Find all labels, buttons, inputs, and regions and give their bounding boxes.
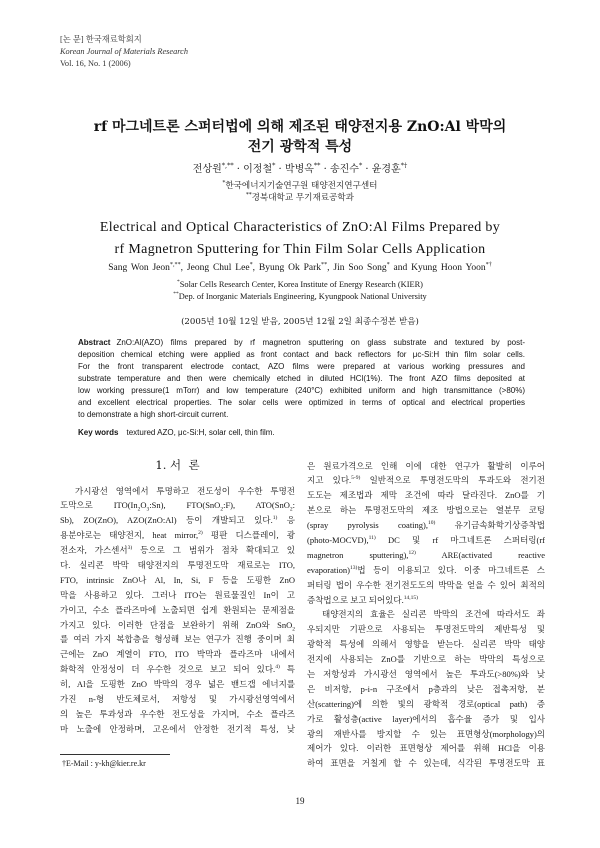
text-run: 막을 사용하고 있다. 그러나 ITO는 원료물질인 In이 고 xyxy=(60,589,295,600)
abstract xyxy=(78,337,525,421)
author-affiliation-mark: * xyxy=(386,261,390,268)
paper-title-kr-line: 전기 광학적 특성 xyxy=(247,139,353,155)
author-name: Jin Soo Song xyxy=(333,263,387,273)
affiliation-mark: ** xyxy=(246,192,252,199)
body-line xyxy=(60,632,295,647)
abstract-line xyxy=(78,397,525,409)
text-run: (photo-MOCVD), xyxy=(307,534,369,545)
affiliation-text: 경북대학교 무기재료공학과 xyxy=(251,193,354,203)
author-name: 윤경훈 xyxy=(371,164,401,175)
text-run: deposition chemical etching were applied as front contact and back reflectors for μc-Si:H thin film solar cells. xyxy=(78,350,525,359)
author-name: 박병옥 xyxy=(284,164,314,175)
text-run: 퍼터링 법이 우수한 전기전도도의 박막을 얻을 수 있어 최적의 xyxy=(307,579,545,590)
keywords-label: Key words xyxy=(78,428,119,437)
text-run: 도도는 제조법과 제막 조건에 따라 달라진다. ZnO를 기 xyxy=(307,490,545,501)
text-run: 등으로 그 범위가 점차 확대되고 있 xyxy=(132,545,295,556)
abstract-line xyxy=(78,361,525,373)
author-affiliation-mark: ** xyxy=(313,161,321,170)
author-affiliation-mark: * xyxy=(249,261,253,268)
text-run: to demonstrate a high short-circuit current. xyxy=(78,410,229,419)
author-separator: and xyxy=(389,263,412,273)
superscript: 1) xyxy=(272,515,278,522)
affiliation-mark: * xyxy=(222,180,226,187)
body-line xyxy=(307,682,545,697)
affiliations-kr xyxy=(0,180,600,204)
body-line xyxy=(307,503,545,518)
journal-name-en: Korean Journal of Materials Research xyxy=(60,47,188,56)
text-run: For the front transparent electrode contact, AZO films were prepared at various working pressures and xyxy=(78,362,525,371)
text-run: 를 여러 가지 복합층을 형성해 보는 연구가 진행 중이며 최 xyxy=(60,634,295,645)
text-run: 우되지만 기판으로 사용되는 투명전도막의 제반특성 및 xyxy=(307,624,545,635)
author-separator: · xyxy=(275,164,285,175)
body-line xyxy=(60,498,295,513)
body-line xyxy=(60,647,295,662)
body-column-left xyxy=(60,484,295,737)
paper-title-en-line: Electrical and Optical Characteristics of ZnO:Al Films Prepared by xyxy=(99,220,501,235)
text-run: (spray pyrolysis coating), xyxy=(307,520,428,531)
body-line xyxy=(307,756,545,771)
text-run: evaporation) xyxy=(307,564,350,575)
author-name: Byung Ok Park xyxy=(258,263,322,273)
section-heading: 1. 서 론 xyxy=(155,458,200,472)
subscript: 2 xyxy=(289,507,293,514)
body-line xyxy=(60,677,295,692)
body-line xyxy=(307,533,545,548)
keywords-text: textured AZO, μc-Si:H, solar cell, thin film. xyxy=(126,428,275,437)
text-run: 는 저항성과 가시광선 영역에서 높은 투과도(>80%)와 낮 xyxy=(307,668,545,679)
text-run: 전소자, 가스센서 xyxy=(60,545,128,556)
author-affiliation-mark: *,** xyxy=(221,161,234,170)
text-run: 히, Al을 도핑한 ZnO 박막의 경우 넓은 밴드갭 에너지를 xyxy=(60,679,295,690)
body-line xyxy=(60,573,295,588)
body-line xyxy=(307,697,545,712)
author-separator: · xyxy=(233,164,244,175)
text-run: ZnO:Al(AZO) films prepared by rf magnetron sputtering on glass substrate and textured by post- xyxy=(116,338,525,347)
body-line xyxy=(307,578,545,593)
body-line xyxy=(60,662,295,677)
body-line xyxy=(60,513,295,528)
text-run: ARE(activated reactive xyxy=(415,549,545,560)
superscript: 13) xyxy=(349,564,358,571)
body-line xyxy=(307,488,545,503)
body-line xyxy=(307,712,545,727)
text-run: :F), ATO(SnO xyxy=(223,500,290,511)
abstract-line xyxy=(78,409,525,421)
body-line xyxy=(307,473,545,488)
body-line xyxy=(60,603,295,618)
superscript: 3) xyxy=(127,545,133,552)
author-separator: , xyxy=(327,263,334,273)
abstract-line xyxy=(78,373,525,385)
author-affiliation-mark: *,** xyxy=(169,261,181,268)
subscript: 2 xyxy=(220,507,224,514)
superscript: 10) xyxy=(428,520,436,527)
text-run: 태양전지의 효율은 실리콘 박막의 조건에 따라서도 좌 xyxy=(322,609,545,620)
author-separator: , xyxy=(180,263,187,273)
text-run: 은 비저항, p-i-n 구조에서 p층과의 낮은 접촉저항, 분 xyxy=(307,683,545,694)
abstract-label: Abstract xyxy=(78,338,111,347)
author-name: Sang Won Jeon xyxy=(108,263,170,273)
body-column-right xyxy=(307,459,545,772)
text-run: DC 및 rf 마그네트론 스퍼터링(rf xyxy=(375,534,545,545)
affiliation-line xyxy=(0,192,600,204)
paper-title-en xyxy=(0,217,600,261)
body-line xyxy=(307,741,545,756)
text-run: 가시광선 영역에서 투명하고 전도성이 우수한 투명전 xyxy=(75,485,295,496)
text-run: 은 원료가격으로 인해 이에 대한 연구가 활발히 이루어 xyxy=(307,460,545,471)
text-run: 근에는 ZnO 계열이 FTO, ITO 박막과 플라즈마 내에서 xyxy=(60,649,295,660)
text-run: substrate temperature and then were chemically etched in diluted HCl(1%). The front AZO films deposited at xyxy=(78,374,525,383)
author-name: Kyung Hoon Yoon xyxy=(411,263,486,273)
body-line xyxy=(307,727,545,742)
text-run: magnetron sputtering), xyxy=(307,549,409,560)
body-line xyxy=(307,652,545,667)
text-run: 지고 있다. xyxy=(307,475,352,486)
body-line xyxy=(307,667,545,682)
affiliations-en xyxy=(0,279,600,303)
text-run: 도막으로 ITO(In xyxy=(60,500,138,511)
paper-title-kr-line: rf 마그네트론 스퍼터법에 의해 제조된 태양전지용 ZnO:Al 박막의 xyxy=(93,119,507,135)
body-line xyxy=(60,484,295,499)
text-run: 의 높은 투과성과 우수한 전도성을 가지며, 수소 플라즈 xyxy=(60,708,295,719)
text-run: 화학적 안정성이 더 우수한 것으로 보고 되어 있다. xyxy=(60,664,276,675)
author-separator: · xyxy=(320,164,330,175)
subscript: 2 xyxy=(292,626,295,633)
body-line xyxy=(60,722,295,737)
author-affiliation-mark: ** xyxy=(321,261,328,268)
keywords xyxy=(78,427,525,439)
received-dates: (2005년 10월 12일 받음, 2005년 12월 2일 최종수정본 받음) xyxy=(181,317,419,327)
subscript: 2 xyxy=(137,507,141,514)
footnote-rule xyxy=(60,754,170,755)
body-line xyxy=(307,459,545,474)
text-run: 다. 실리콘 박막 태양전지의 투명전도막 재료로는 ITO, xyxy=(60,559,295,570)
abstract-line xyxy=(78,349,525,361)
body-line xyxy=(60,528,295,543)
author-separator: · xyxy=(362,164,372,175)
journal-volume: Vol. 16, No. 1 (2006) xyxy=(60,59,131,68)
text-run: 특 xyxy=(279,664,295,675)
affiliation-line xyxy=(0,291,600,303)
text-run: and excellent electrical properties. The solar cells were optimized in terms of optical and electrical properties xyxy=(78,398,525,407)
author-name: 이정철 xyxy=(243,164,273,175)
text-run: FTO, intrinsic ZnO나 Al, In, Si, F 등을 도핑한 ZnO xyxy=(60,574,295,585)
text-run: 마 노출에 안정하며, 고온에서 안정한 전기적 특성, 낮 xyxy=(60,723,295,734)
text-run: 평판 디스플레이, 광 xyxy=(202,530,295,541)
author-name: 전상원 xyxy=(192,164,222,175)
author-affiliation-mark: *† xyxy=(485,261,492,268)
author-affiliation-mark: * xyxy=(358,161,363,170)
body-line xyxy=(307,637,545,652)
text-run: 유기금속화학기상증착법 xyxy=(435,520,545,531)
paper-title-en-line: rf Magnetron Sputtering for Thin Film Solar Cells Application xyxy=(114,242,486,257)
text-run: 제어가 있다. 이러한 표면형상 제어를 위해 HCl을 이용 xyxy=(307,743,545,754)
affiliation-mark: * xyxy=(177,279,180,286)
text-run: 법 등이 이용되고 있다. 이중 마그네트론 스 xyxy=(357,564,545,575)
body-line xyxy=(307,518,545,533)
author-affiliation-mark: *† xyxy=(400,161,408,170)
body-line xyxy=(307,622,545,637)
page-number: 19 xyxy=(295,796,305,806)
superscript: 14,15) xyxy=(403,594,418,601)
body-line xyxy=(60,692,295,707)
text-run: 가로 활성층(active layer)에서의 흡수율 증가 및 입사 xyxy=(307,713,545,724)
text-run: 용분야로는 태양전지, heat mirror, xyxy=(60,530,199,541)
body-line xyxy=(60,588,295,603)
author-name: 송진수 xyxy=(329,164,359,175)
superscript: 11) xyxy=(368,535,376,542)
text-run: 응 xyxy=(277,515,295,526)
paper-title-kr xyxy=(0,117,600,157)
text-run: : xyxy=(292,500,295,511)
abstract-line xyxy=(78,337,525,349)
superscript: 12) xyxy=(408,550,416,557)
text-run: 본으로 하는 투명전도막의 제조 방법으로는 열분무 코팅 xyxy=(307,505,545,516)
author-affiliation-mark: * xyxy=(272,161,276,170)
body-line xyxy=(307,593,545,608)
text-run: 산(scattering)에 의한 빛의 광학적 경로(optical path) 증 xyxy=(307,698,545,709)
author-name: Jeong Chul Lee xyxy=(186,263,250,273)
author-list-kr xyxy=(0,163,600,177)
text-run: 가지고 있다. 이러한 단점을 보완하기 위해 ZnO와 SnO xyxy=(60,619,293,630)
affiliation-text: Dep. of Inorganic Materials Engineering, Kyungpook National University xyxy=(178,292,427,301)
text-run: 광의 재반사를 방지할 수 있는 표면형상(morphology)의 xyxy=(307,728,545,739)
affiliation-line xyxy=(0,180,600,192)
body-line xyxy=(60,707,295,722)
text-run: 가진 n-형 반도체로서, 저항성 및 가시광선영역에서 xyxy=(60,693,295,704)
body-line xyxy=(60,558,295,573)
text-run: 가이고, 수소 플라즈마에 노출되면 쉽게 환원되는 문제점을 xyxy=(60,604,295,615)
superscript: 2) xyxy=(198,530,203,537)
affiliation-text: 한국에너지기술연구원 태양전지연구센터 xyxy=(225,181,378,191)
subscript: 3 xyxy=(146,507,150,514)
superscript: 4) xyxy=(275,664,280,671)
body-line xyxy=(307,563,545,578)
affiliation-mark: ** xyxy=(173,291,179,298)
affiliation-line xyxy=(0,279,600,291)
text-run: O xyxy=(140,500,147,511)
author-list-en xyxy=(0,261,600,275)
text-run: 증착법으로 보고 되어있다. xyxy=(307,594,404,605)
text-run: low working pressure(1 mTorr) and low temperature (240°C) exhibited uniform and high transmittance (>80%) xyxy=(78,386,525,395)
body-line xyxy=(60,543,295,558)
text-run: Sb), ZO(ZnO), AZO(ZnO:Al) 등이 개발되고 있다. xyxy=(60,515,273,526)
abstract-line xyxy=(78,385,525,397)
journal-category-line: [논 문] 한국재료학회지 xyxy=(60,35,142,44)
text-run: 하여 표면을 거칠게 할 수 있는데, 식각된 투명전도막 표 xyxy=(307,758,545,769)
text-run: 일반적으로 투명전도막의 투과도와 전기전 xyxy=(360,475,545,486)
text-run: :Sn), FTO(SnO xyxy=(149,500,221,511)
author-separator: , xyxy=(252,263,259,273)
text-run: 전지에 사용되는 ZnO를 기반으로 하는 박막의 특성으로 xyxy=(307,654,545,665)
body-line xyxy=(60,618,295,633)
body-line xyxy=(307,607,545,622)
affiliation-text: Solar Cells Research Center, Korea Institute of Energy Research (KIER) xyxy=(179,280,423,289)
body-line xyxy=(307,548,545,563)
text-run: 광학적 특성에 의해서 영향을 받는다. 실리콘 박막 태양 xyxy=(307,639,545,650)
superscript: 5-9) xyxy=(351,475,361,482)
footnote-email: †E-Mail : y-kh@kier.re.kr xyxy=(62,759,146,768)
journal-header xyxy=(60,34,188,70)
